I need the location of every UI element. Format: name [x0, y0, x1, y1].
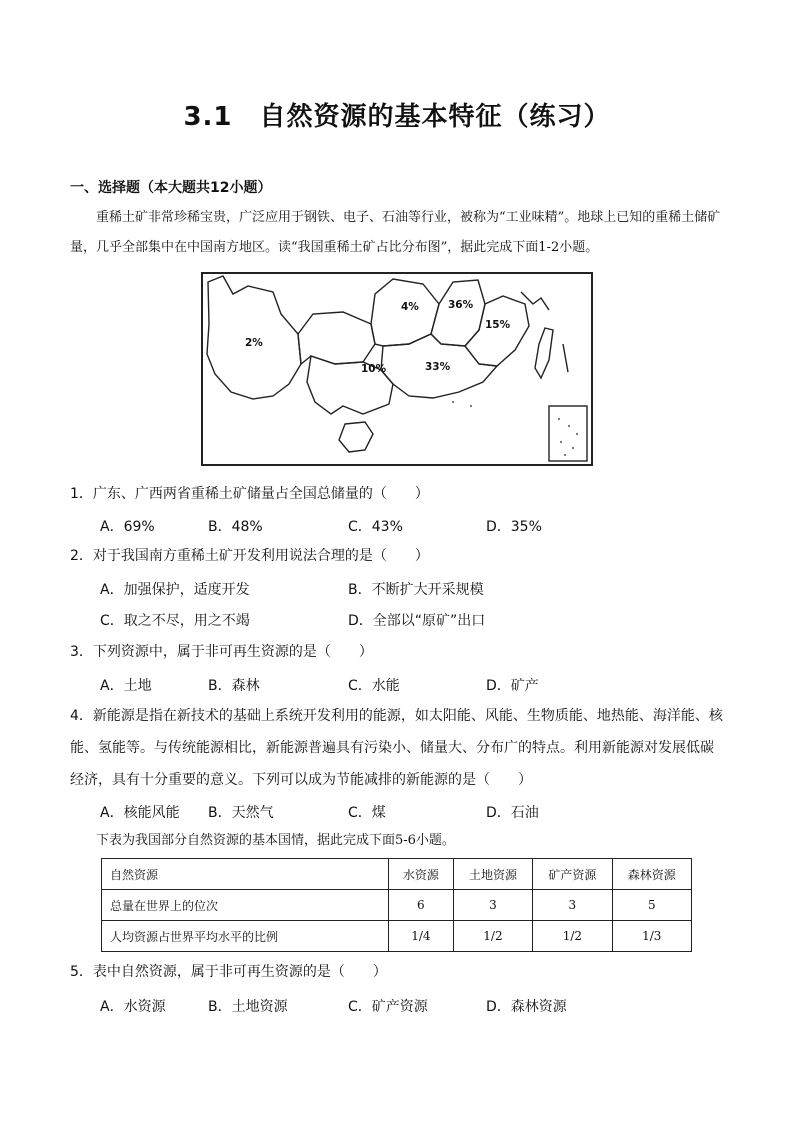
table-header-cell: 矿产资源 — [533, 859, 612, 890]
table-header-cell: 土地资源 — [453, 859, 532, 890]
table-cell: 6 — [389, 890, 454, 921]
question-5: 5．表中自然资源，属于非可再生资源的是（ ） — [70, 964, 387, 980]
option-a[interactable]: A．加强保护，适度开发 — [100, 582, 250, 598]
map-label-6: 33% — [425, 361, 451, 373]
option-d[interactable]: D．石油 — [486, 805, 539, 821]
map-label-5: 10% — [361, 363, 387, 375]
intro-paragraph-2: 下表为我国部分自然资源的基本国情，据此完成下面5-6小题。 — [96, 833, 455, 848]
table-cell: 总量在世界上的位次 — [102, 890, 389, 921]
question-3: 3．下列资源中，属于非可再生资源的是（ ） — [70, 644, 373, 660]
option-d[interactable]: D．森林资源 — [486, 999, 567, 1015]
map-label-4: 15% — [485, 319, 511, 331]
option-c[interactable]: C．水能 — [348, 678, 400, 694]
rare-earth-distribution-map — [201, 272, 593, 466]
option-c[interactable]: C．43% — [348, 519, 403, 535]
map-label-2: 4% — [401, 301, 419, 313]
option-b[interactable]: B．天然气 — [208, 805, 274, 821]
table-cell: 3 — [533, 890, 612, 921]
resources-table — [101, 858, 692, 952]
option-b[interactable]: B．不断扩大开采规模 — [348, 582, 484, 598]
option-a[interactable]: A．69% — [100, 519, 155, 535]
option-c[interactable]: C．矿产资源 — [348, 999, 428, 1015]
map-drawing — [203, 274, 591, 464]
section-heading: 一、选择题（本大题共12小题） — [70, 180, 272, 196]
table-cell: 3 — [453, 890, 532, 921]
option-b[interactable]: B．48% — [208, 519, 263, 535]
table-cell: 1/4 — [389, 921, 454, 952]
table-row — [102, 921, 692, 952]
map-label-3: 36% — [448, 299, 474, 311]
option-a[interactable]: A．水资源 — [100, 999, 166, 1015]
option-c[interactable]: C．煤 — [348, 805, 386, 821]
intro-paragraph-1: 重稀土矿非常珍稀宝贵，广泛应用于钢铁、电子、石油等行业，被称为“工业味精”。地球上已知的重稀土储矿量，几乎全部集中在中国南方地区。读“我国重稀土矿占比分布图”，据此完成下面1-2小题。 — [70, 210, 721, 255]
table-row — [102, 890, 692, 921]
option-d[interactable]: D．矿产 — [486, 678, 539, 694]
option-c[interactable]: C．取之不尽，用之不竭 — [100, 613, 250, 629]
table-cell: 1/2 — [533, 921, 612, 952]
map-label-1: 2% — [245, 337, 263, 349]
table-cell: 1/3 — [612, 921, 691, 952]
question-2: 2．对于我国南方重稀土矿开发利用说法合理的是（ ） — [70, 548, 429, 564]
page-title: 3.1 自然资源的基本特征（练习） — [183, 102, 611, 132]
table-header-cell: 水资源 — [389, 859, 454, 890]
question-1: 1．广东、广西两省重稀土矿储量占全国总储量的（ ） — [70, 486, 429, 502]
table-header-cell: 森林资源 — [612, 859, 691, 890]
option-a[interactable]: A．土地 — [100, 678, 152, 694]
table-cell: 5 — [612, 890, 691, 921]
table-cell: 人均资源占世界平均水平的比例 — [102, 921, 389, 952]
question-4: 4．新能源是指在新技术的基础上系统开发利用的能源，如太阳能、风能、生物质能、地热能、海洋能、核能、氢能等。与传统能源相比，新能源普遍具有污染小、储量大、分布广的特点。利用新能源对发展低碳经济，具有十分重要的意义。下列可以成为节能减排的新能源的是（ ） — [70, 708, 723, 788]
table-header-cell: 自然资源 — [102, 859, 389, 890]
option-d[interactable]: D．全部以“原矿”出口 — [348, 613, 486, 629]
option-b[interactable]: B．森林 — [208, 678, 260, 694]
table-cell: 1/2 — [453, 921, 532, 952]
option-b[interactable]: B．土地资源 — [208, 999, 288, 1015]
option-d[interactable]: D．35% — [486, 519, 542, 535]
option-a[interactable]: A．核能风能 — [100, 805, 180, 821]
table-header-row — [102, 859, 692, 890]
